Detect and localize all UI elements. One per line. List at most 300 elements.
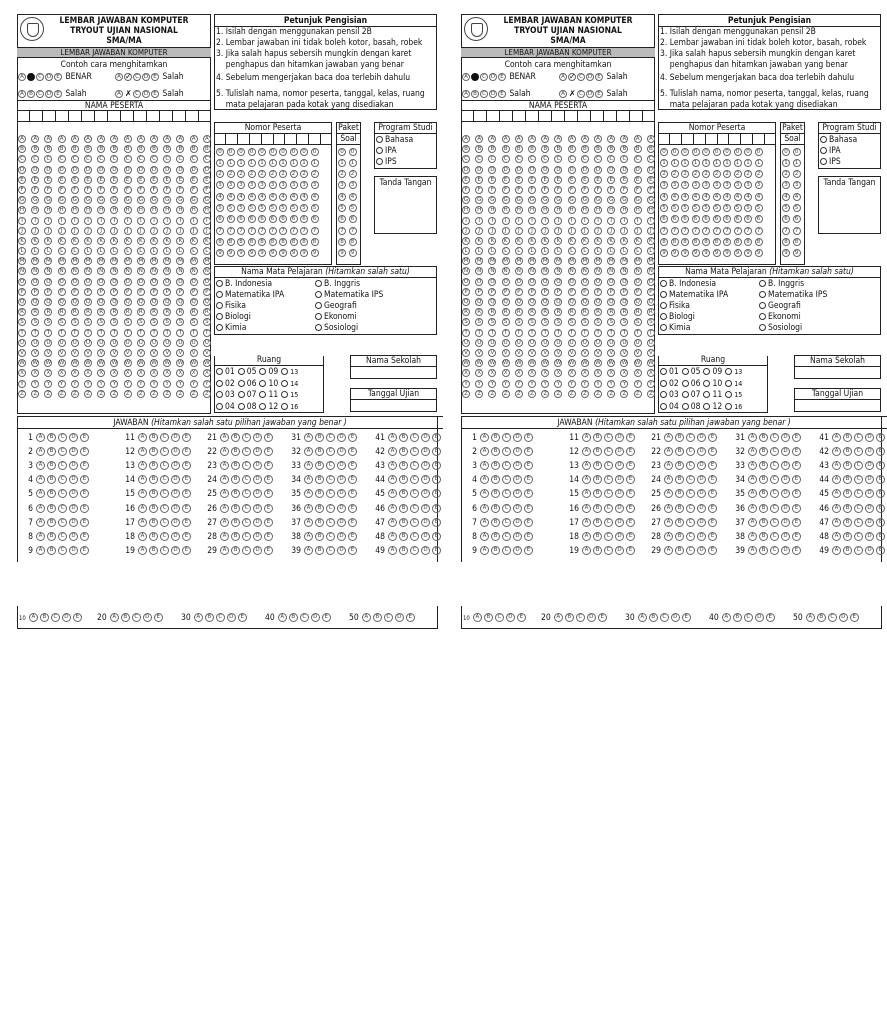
answer-bubble[interactable]: K xyxy=(203,237,211,245)
answer-bubble[interactable]: D xyxy=(543,166,548,173)
answer-bubble[interactable]: G xyxy=(138,197,143,204)
answer-bubble[interactable]: G xyxy=(99,197,104,204)
answer-bubble[interactable]: R xyxy=(462,308,470,316)
answer-bubble[interactable]: T xyxy=(44,329,52,337)
answer-bubble[interactable]: P xyxy=(634,288,642,296)
answer-bubble[interactable]: C xyxy=(410,461,419,470)
answer-bubble[interactable]: Z xyxy=(581,390,589,398)
answer-bubble[interactable]: Z xyxy=(488,390,496,398)
answer-bubble[interactable]: C xyxy=(58,433,67,442)
answer-bubble[interactable]: B xyxy=(47,518,56,527)
answer-bubble[interactable]: D xyxy=(697,489,706,498)
answer-bubble[interactable]: N xyxy=(72,268,77,275)
answer-bubble[interactable]: C xyxy=(770,447,779,456)
answer-bubble[interactable]: X xyxy=(110,369,118,377)
answer-bubble[interactable]: D xyxy=(503,166,508,173)
answer-bubble[interactable]: E xyxy=(264,504,273,513)
answer-bubble[interactable]: 9 xyxy=(671,249,679,257)
answer-bubble[interactable]: C xyxy=(686,447,695,456)
answer-bubble[interactable]: W xyxy=(111,360,118,367)
answer-bubble[interactable]: B xyxy=(484,613,493,622)
ruang-radio[interactable] xyxy=(725,368,732,375)
answer-bubble[interactable]: X xyxy=(18,369,26,377)
answer-bubble[interactable]: S xyxy=(163,318,171,326)
answer-bubble[interactable]: B xyxy=(607,145,615,153)
answer-bubble[interactable]: 1 xyxy=(279,159,287,167)
answer-bubble[interactable]: C xyxy=(58,518,67,527)
answer-bubble[interactable]: G xyxy=(125,197,130,204)
answer-bubble[interactable]: C xyxy=(604,546,613,555)
answer-bubble[interactable]: U xyxy=(530,339,535,346)
answer-bubble[interactable]: E xyxy=(792,504,801,513)
answer-bubble[interactable]: E xyxy=(80,518,89,527)
answer-bubble[interactable]: Z xyxy=(44,390,52,398)
answer-bubble[interactable]: D xyxy=(587,613,596,622)
answer-bubble[interactable]: 0 xyxy=(300,148,308,156)
answer-bubble[interactable]: X xyxy=(634,369,642,377)
answer-bubble[interactable]: Y xyxy=(44,380,52,388)
answer-bubble[interactable]: P xyxy=(110,288,118,296)
answer-bubble[interactable]: A xyxy=(832,504,841,513)
mapel-option[interactable]: B. Inggris xyxy=(315,279,360,289)
char-box[interactable] xyxy=(670,134,682,144)
answer-bubble[interactable]: M xyxy=(622,258,627,265)
answer-bubble[interactable]: A xyxy=(31,135,39,143)
answer-bubble[interactable]: Y xyxy=(31,380,39,388)
answer-bubble[interactable]: E xyxy=(634,176,642,184)
answer-bubble[interactable]: 1 xyxy=(744,159,752,167)
answer-bubble[interactable]: A xyxy=(304,518,313,527)
answer-bubble[interactable]: 5 xyxy=(300,204,308,212)
answer-bubble[interactable]: C xyxy=(604,433,613,442)
answer-bubble[interactable]: E xyxy=(850,613,859,622)
answer-bubble[interactable]: 9 xyxy=(349,249,357,257)
answer-bubble[interactable]: P xyxy=(97,288,105,296)
answer-bubble[interactable]: K xyxy=(607,237,615,245)
answer-bubble[interactable]: A xyxy=(36,447,45,456)
char-box[interactable] xyxy=(617,111,630,121)
answer-bubble[interactable]: J xyxy=(137,227,145,235)
answer-bubble[interactable]: C xyxy=(854,475,863,484)
answer-bubble[interactable]: D xyxy=(865,504,874,513)
answer-bubble[interactable]: O xyxy=(609,278,614,285)
answer-bubble[interactable]: B xyxy=(675,518,684,527)
program-studi-option[interactable]: IPS xyxy=(820,157,841,167)
answer-bubble[interactable]: A xyxy=(480,447,489,456)
answer-bubble[interactable]: O xyxy=(516,278,521,285)
answer-bubble[interactable]: X xyxy=(488,369,496,377)
answer-bubble[interactable]: B xyxy=(47,447,56,456)
answer-bubble[interactable]: K xyxy=(97,237,105,245)
answer-bubble[interactable]: O xyxy=(191,278,196,285)
answer-bubble[interactable]: D xyxy=(421,447,430,456)
answer-bubble[interactable]: A xyxy=(541,135,549,143)
answer-bubble[interactable]: H xyxy=(582,207,587,214)
answer-bubble[interactable]: E xyxy=(524,475,533,484)
answer-bubble[interactable]: W xyxy=(164,360,170,367)
answer-bubble[interactable]: G xyxy=(151,197,157,204)
char-box[interactable] xyxy=(173,111,186,121)
answer-bubble[interactable]: H xyxy=(85,207,91,214)
answer-bubble[interactable]: U xyxy=(191,339,196,346)
answer-bubble[interactable]: 7 xyxy=(782,227,790,235)
answer-bubble[interactable]: B xyxy=(84,145,92,153)
answer-bubble[interactable]: J xyxy=(568,227,576,235)
ruang-radio[interactable] xyxy=(259,391,266,398)
answer-bubble[interactable]: A xyxy=(138,489,147,498)
answer-bubble[interactable]: A xyxy=(806,613,815,622)
answer-bubble[interactable]: B xyxy=(205,613,214,622)
program-studi-option[interactable]: IPA xyxy=(376,146,397,156)
answer-bubble[interactable]: E xyxy=(182,518,191,527)
answer-bubble[interactable]: K xyxy=(110,237,118,245)
answer-bubble[interactable]: I xyxy=(581,217,589,225)
answer-bubble[interactable]: A xyxy=(488,135,496,143)
answer-bubble[interactable]: 3 xyxy=(702,181,710,189)
char-box[interactable] xyxy=(765,134,776,144)
answer-bubble[interactable]: A xyxy=(84,135,92,143)
answer-bubble[interactable]: B xyxy=(675,489,684,498)
answer-bubble[interactable]: B xyxy=(231,447,240,456)
answer-bubble[interactable]: D xyxy=(337,546,346,555)
mapel-option[interactable]: Kimia xyxy=(660,323,690,333)
answer-bubble[interactable]: X xyxy=(58,369,66,377)
answer-bubble[interactable]: D xyxy=(171,433,180,442)
answer-bubble[interactable]: B xyxy=(315,504,324,513)
answer-bubble[interactable]: J xyxy=(528,227,536,235)
answer-bubble[interactable]: P xyxy=(568,288,576,296)
ruang-radio[interactable] xyxy=(682,391,689,398)
answer-bubble[interactable]: J xyxy=(203,227,211,235)
answer-bubble[interactable]: C xyxy=(326,546,335,555)
answer-bubble[interactable]: D xyxy=(865,447,874,456)
answer-bubble[interactable]: 5 xyxy=(269,204,277,212)
answer-bubble[interactable]: E xyxy=(462,176,470,184)
answer-bubble[interactable]: A xyxy=(748,433,757,442)
answer-bubble[interactable]: B xyxy=(634,145,642,153)
answer-bubble[interactable]: P xyxy=(190,288,198,296)
answer-bubble[interactable]: B xyxy=(675,447,684,456)
answer-bubble[interactable]: 4 xyxy=(338,193,346,201)
answer-bubble[interactable]: 4 xyxy=(723,193,731,201)
answer-bubble[interactable]: J xyxy=(150,227,158,235)
answer-bubble[interactable]: 6 xyxy=(338,215,346,223)
answer-bubble[interactable]: A xyxy=(832,489,841,498)
answer-bubble[interactable]: 8 xyxy=(311,238,319,246)
answer-bubble[interactable]: 9 xyxy=(692,249,700,257)
answer-bubble[interactable]: C xyxy=(44,155,52,163)
answer-bubble[interactable]: 8 xyxy=(782,238,790,246)
answer-bubble[interactable]: Y xyxy=(594,380,602,388)
answer-bubble[interactable]: M xyxy=(648,258,654,265)
answer-bubble[interactable]: B xyxy=(399,532,408,541)
answer-bubble[interactable]: E xyxy=(594,176,602,184)
answer-bubble[interactable]: 1 xyxy=(258,159,266,167)
answer-bubble[interactable]: P xyxy=(620,288,628,296)
answer-bubble[interactable]: A xyxy=(594,135,602,143)
char-box[interactable] xyxy=(682,134,694,144)
answer-bubble[interactable]: E xyxy=(110,176,118,184)
answer-bubble[interactable]: 5 xyxy=(681,204,689,212)
answer-bubble[interactable]: E xyxy=(80,433,89,442)
answer-bubble[interactable]: F xyxy=(568,186,576,194)
answer-bubble[interactable]: B xyxy=(18,145,26,153)
answer-bubble[interactable]: 3 xyxy=(269,181,277,189)
answer-bubble[interactable]: C xyxy=(502,489,511,498)
answer-bubble[interactable]: G xyxy=(72,197,77,204)
answer-bubble[interactable]: 6 xyxy=(782,215,790,223)
answer-bubble[interactable]: 7 xyxy=(681,227,689,235)
answer-bubble[interactable]: I xyxy=(150,217,158,225)
answer-bubble[interactable]: U xyxy=(86,339,91,346)
answer-bubble[interactable]: Y xyxy=(475,380,483,388)
answer-bubble[interactable]: 3 xyxy=(782,181,790,189)
answer-bubble[interactable]: 5 xyxy=(227,204,235,212)
answer-bubble[interactable]: B xyxy=(593,504,602,513)
answer-bubble[interactable]: 4 xyxy=(237,193,245,201)
answer-bubble[interactable]: B xyxy=(315,489,324,498)
answer-bubble[interactable]: N xyxy=(595,268,601,275)
answer-bubble[interactable]: J xyxy=(124,227,132,235)
answer-bubble[interactable]: E xyxy=(154,613,163,622)
answer-bubble[interactable]: Q xyxy=(99,299,104,305)
answer-bubble[interactable]: R xyxy=(58,308,66,316)
answer-bubble[interactable]: B xyxy=(491,532,500,541)
answer-bubble[interactable]: A xyxy=(748,518,757,527)
answer-bubble[interactable]: I xyxy=(190,217,198,225)
answer-bubble[interactable]: C xyxy=(84,155,92,163)
answer-bubble[interactable]: N xyxy=(635,268,640,275)
nomor-peserta-grid[interactable] xyxy=(660,147,765,260)
answer-bubble[interactable]: B xyxy=(231,475,240,484)
answer-bubble[interactable]: C xyxy=(242,518,251,527)
answer-bubble[interactable]: 6 xyxy=(713,215,721,223)
answer-bubble[interactable]: E xyxy=(626,447,635,456)
answer-bubble[interactable]: W xyxy=(204,360,210,367)
answer-bubble[interactable]: B xyxy=(315,433,324,442)
answer-bubble[interactable]: D xyxy=(421,461,430,470)
answer-bubble[interactable]: 4 xyxy=(702,193,710,201)
answer-bubble[interactable]: C xyxy=(326,489,335,498)
answer-bubble[interactable]: D xyxy=(253,433,262,442)
answer-bubble[interactable]: A xyxy=(664,546,673,555)
answer-bubble[interactable]: D xyxy=(421,546,430,555)
answer-bubble[interactable]: D xyxy=(615,447,624,456)
mapel-option[interactable]: Kimia xyxy=(216,323,246,333)
answer-bubble[interactable]: 0 xyxy=(755,148,763,156)
answer-bubble[interactable]: G xyxy=(569,197,574,204)
answer-bubble[interactable]: S xyxy=(541,318,549,326)
answer-bubble[interactable]: C xyxy=(384,613,393,622)
answer-bubble[interactable]: D xyxy=(253,518,262,527)
answer-bubble[interactable]: 2 xyxy=(723,170,731,178)
answer-bubble[interactable]: J xyxy=(554,227,562,235)
answer-bubble[interactable]: H xyxy=(59,207,64,214)
answer-bubble[interactable]: 4 xyxy=(755,193,763,201)
answer-bubble[interactable]: T xyxy=(71,329,79,337)
answer-bubble[interactable]: 8 xyxy=(227,238,235,246)
answer-bubble[interactable]: T xyxy=(568,329,576,337)
answer-bubble[interactable]: B xyxy=(47,433,56,442)
answer-bubble[interactable]: D xyxy=(253,461,262,470)
answer-bubble[interactable]: Q xyxy=(19,299,25,305)
answer-bubble[interactable]: E xyxy=(792,433,801,442)
answer-bubble[interactable]: A xyxy=(582,532,591,541)
answer-bubble[interactable]: C xyxy=(58,461,67,470)
answer-bubble[interactable]: J xyxy=(84,227,92,235)
answer-bubble[interactable]: 0 xyxy=(216,148,224,156)
answer-bubble[interactable]: V xyxy=(475,349,483,357)
ruang-radio[interactable] xyxy=(238,368,245,375)
answer-bubble[interactable]: C xyxy=(163,155,171,163)
answer-bubble[interactable]: Z xyxy=(163,390,171,398)
answer-bubble[interactable]: N xyxy=(622,268,627,275)
answer-bubble[interactable]: T xyxy=(607,329,615,337)
answer-bubble[interactable]: 2 xyxy=(269,170,277,178)
answer-bubble[interactable]: J xyxy=(462,227,470,235)
answer-bubble[interactable]: A xyxy=(36,461,45,470)
answer-bubble[interactable]: B xyxy=(491,447,500,456)
answer-bubble[interactable]: B xyxy=(315,518,324,527)
ruang-radio[interactable] xyxy=(238,391,245,398)
answer-bubble[interactable]: A xyxy=(18,135,26,143)
answer-bubble[interactable]: A xyxy=(480,546,489,555)
answer-bubble[interactable]: J xyxy=(647,227,655,235)
answer-bubble[interactable]: K xyxy=(634,237,642,245)
answer-bubble[interactable]: D xyxy=(516,166,521,173)
answer-bubble[interactable]: 8 xyxy=(713,238,721,246)
answer-bubble[interactable]: B xyxy=(759,546,768,555)
char-box[interactable] xyxy=(297,134,309,144)
answer-bubble[interactable]: 5 xyxy=(755,204,763,212)
answer-bubble[interactable]: 8 xyxy=(660,238,668,246)
answer-bubble[interactable]: 6 xyxy=(671,215,679,223)
answer-bubble[interactable]: P xyxy=(18,288,26,296)
answer-bubble[interactable]: Q xyxy=(569,299,574,305)
answer-bubble[interactable]: K xyxy=(71,237,79,245)
answer-bubble[interactable]: Y xyxy=(176,380,184,388)
answer-bubble[interactable]: G xyxy=(33,197,38,204)
answer-bubble[interactable]: K xyxy=(475,237,483,245)
answer-bubble[interactable]: T xyxy=(110,329,118,337)
answer-bubble[interactable]: E xyxy=(524,489,533,498)
answer-bubble[interactable]: C xyxy=(607,155,615,163)
answer-bubble[interactable]: U xyxy=(490,339,495,346)
answer-bubble[interactable]: C xyxy=(160,461,169,470)
answer-bubble[interactable]: N xyxy=(112,268,117,275)
answer-bubble[interactable]: E xyxy=(524,433,533,442)
answer-bubble[interactable]: 3 xyxy=(793,181,801,189)
answer-bubble[interactable]: A xyxy=(36,546,45,555)
answer-bubble[interactable]: C xyxy=(410,489,419,498)
answer-bubble[interactable]: 5 xyxy=(311,204,319,212)
answer-bubble[interactable]: 7 xyxy=(702,227,710,235)
answer-bubble[interactable]: N xyxy=(125,268,130,275)
answer-bubble[interactable]: 8 xyxy=(793,238,801,246)
answer-bubble[interactable]: K xyxy=(581,237,589,245)
answer-bubble[interactable]: V xyxy=(581,349,589,357)
answer-bubble[interactable]: D xyxy=(839,613,848,622)
answer-bubble[interactable]: A xyxy=(150,135,158,143)
answer-bubble[interactable]: C xyxy=(58,475,67,484)
answer-bubble[interactable]: 5 xyxy=(660,204,668,212)
answer-bubble[interactable]: Y xyxy=(541,380,549,388)
answer-bubble[interactable]: E xyxy=(348,518,357,527)
answer-bubble[interactable]: D xyxy=(337,475,346,484)
answer-bubble[interactable]: L xyxy=(541,247,549,255)
answer-bubble[interactable]: N xyxy=(46,268,51,275)
answer-bubble[interactable]: V xyxy=(462,349,470,357)
answer-bubble[interactable]: M xyxy=(490,258,495,265)
answer-bubble[interactable]: O xyxy=(477,278,482,285)
char-box[interactable] xyxy=(30,111,43,121)
answer-bubble[interactable]: 2 xyxy=(671,170,679,178)
answer-bubble[interactable]: E xyxy=(348,433,357,442)
answer-bubble[interactable]: L xyxy=(568,247,576,255)
answer-bubble[interactable]: Q xyxy=(503,299,508,305)
answer-bubble[interactable]: 6 xyxy=(237,215,245,223)
answer-bubble[interactable]: W xyxy=(648,360,654,367)
answer-bubble[interactable]: 4 xyxy=(782,193,790,201)
answer-bubble[interactable]: D xyxy=(513,433,522,442)
answer-bubble[interactable]: A xyxy=(36,518,45,527)
answer-bubble[interactable]: C xyxy=(604,504,613,513)
answer-bubble[interactable]: B xyxy=(649,613,658,622)
answer-bubble[interactable]: A xyxy=(582,504,591,513)
answer-bubble[interactable]: C xyxy=(326,475,335,484)
answer-bubble[interactable]: 3 xyxy=(338,181,346,189)
answer-bubble[interactable]: 9 xyxy=(227,249,235,257)
answer-bubble[interactable]: B xyxy=(315,546,324,555)
answer-bubble[interactable]: M xyxy=(556,258,561,265)
answer-bubble[interactable]: C xyxy=(686,489,695,498)
answer-bubble[interactable]: X xyxy=(475,369,483,377)
answer-bubble[interactable]: A xyxy=(748,546,757,555)
answer-bubble[interactable]: S xyxy=(488,318,496,326)
answer-bubble[interactable]: X xyxy=(607,369,615,377)
answer-bubble[interactable]: A xyxy=(480,433,489,442)
answer-bubble[interactable]: B xyxy=(315,475,324,484)
char-box[interactable] xyxy=(95,111,108,121)
answer-bubble[interactable]: U xyxy=(165,339,170,346)
answer-bubble[interactable]: V xyxy=(515,349,523,357)
answer-bubble[interactable]: 9 xyxy=(279,249,287,257)
answer-bubble[interactable]: 2 xyxy=(349,170,357,178)
answer-bubble[interactable]: D xyxy=(477,166,482,173)
answer-bubble[interactable]: Q xyxy=(490,299,495,305)
answer-bubble[interactable]: E xyxy=(488,176,496,184)
answer-bubble[interactable]: 1 xyxy=(713,159,721,167)
char-box[interactable] xyxy=(694,134,706,144)
answer-bubble[interactable]: A xyxy=(664,518,673,527)
answer-bubble[interactable]: Q xyxy=(556,299,561,305)
answer-bubble[interactable]: H xyxy=(556,207,561,214)
answer-bubble[interactable]: I xyxy=(462,217,470,225)
answer-bubble[interactable]: M xyxy=(164,258,170,265)
answer-bubble[interactable]: E xyxy=(766,613,775,622)
answer-bubble[interactable]: U xyxy=(33,339,38,346)
answer-bubble[interactable]: X xyxy=(137,369,145,377)
answer-bubble[interactable]: U xyxy=(19,339,25,346)
answer-bubble[interactable]: C xyxy=(854,489,863,498)
answer-bubble[interactable]: 0 xyxy=(237,148,245,156)
mapel-option[interactable]: Ekonomi xyxy=(759,312,801,322)
answer-bubble[interactable]: E xyxy=(80,546,89,555)
answer-bubble[interactable]: D xyxy=(463,166,469,173)
answer-bubble[interactable]: A xyxy=(582,461,591,470)
answer-bubble[interactable]: C xyxy=(326,532,335,541)
answer-bubble[interactable]: 3 xyxy=(681,181,689,189)
